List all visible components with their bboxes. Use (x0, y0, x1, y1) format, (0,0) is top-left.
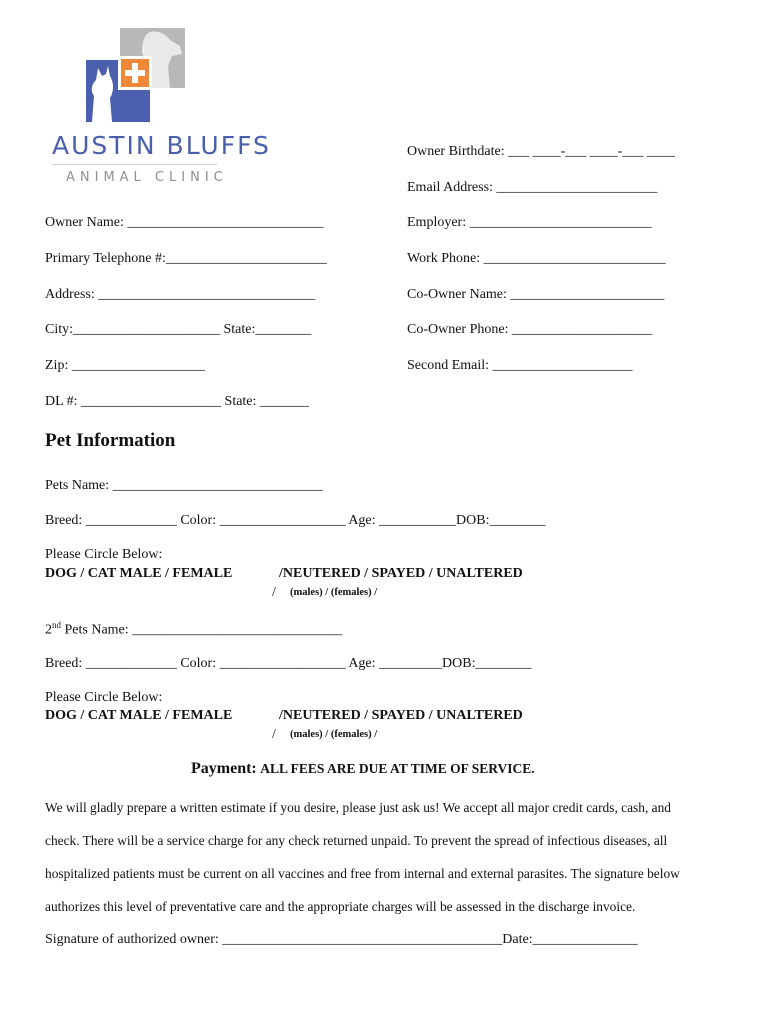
dl-state-field[interactable]: DL #: ____________________ State: _______ (45, 394, 309, 409)
brand-subtitle: ANIMAL CLINIC (66, 170, 228, 185)
second-pet-species-sex-options[interactable]: DOG / CAT MALE / FEMALE (45, 708, 233, 723)
pet-name-field[interactable]: Pets Name: ______________________________ (45, 478, 323, 493)
payment-heading (191, 760, 535, 778)
owner-name-field[interactable]: Owner Name: ____________________________ (45, 215, 324, 230)
brand-divider (52, 164, 217, 165)
second-pet-name-field[interactable]: 2nd Pets Name: ______________________________ (45, 620, 343, 638)
city-state-field[interactable]: City:_____________________ State:________ (45, 322, 312, 337)
pet-information-heading: Pet Information (45, 430, 176, 451)
primary-telephone-field[interactable]: Primary Telephone #:_______________________ (45, 251, 327, 266)
pet-circle-label: Please Circle Below: (45, 547, 163, 562)
employer-field[interactable]: Employer: __________________________ (407, 215, 652, 230)
payment-paragraph-line-4: authorizes this level of preventative care and the appropriate charges will be assessed in the discharge invoice. (45, 899, 636, 914)
address-field[interactable]: Address: _______________________________ (45, 287, 316, 302)
work-phone-field[interactable]: Work Phone: __________________________ (407, 251, 666, 266)
pet-status-sub-label: (males) / (females) / (290, 587, 378, 598)
pet-status-options[interactable]: /NEUTERED / SPAYED / UNALTERED (279, 566, 523, 581)
pet-status-slash: / (272, 585, 276, 600)
payment-paragraph-line-2: check. There will be a service charge for any check returned unpaid. To prevent the spread of infectious diseases, all (45, 833, 668, 848)
second-email-field[interactable]: Second Email: ____________________ (407, 358, 633, 373)
coowner-phone-field[interactable]: Co-Owner Phone: ____________________ (407, 322, 652, 337)
second-pet-status-sub-label: (males) / (females) / (290, 729, 378, 740)
payment-paragraph-line-1: We will gladly prepare a written estimate if you desire, please just ask us! We accept all major credit cards, cash, and (45, 800, 671, 815)
second-pet-circle-label: Please Circle Below: (45, 690, 163, 705)
second-pet-breed-color-age-dob-field[interactable]: Breed: _____________ Color: __________________ Age: _________DOB:________ (45, 656, 532, 671)
zip-field[interactable]: Zip: ___________________ (45, 358, 205, 373)
payment-label: Payment: (191, 760, 257, 777)
payment-paragraph-line-3: hospitalized patients must be current on all vaccines and free from internal and external parasites. The signature below (45, 866, 680, 881)
coowner-name-field[interactable]: Co-Owner Name: ______________________ (407, 287, 665, 302)
brand-name: AUSTIN BLUFFS (52, 131, 271, 160)
email-address-field[interactable]: Email Address: _______________________ (407, 180, 658, 195)
clinic-logo-icon (84, 26, 188, 124)
payment-due-text: ALL FEES ARE DUE AT TIME OF SERVICE. (260, 761, 535, 776)
pet-species-sex-options[interactable]: DOG / CAT MALE / FEMALE (45, 566, 233, 581)
pet-breed-color-age-dob-field[interactable]: Breed: _____________ Color: __________________ Age: ___________DOB:________ (45, 513, 546, 528)
owner-birthdate-field[interactable]: Owner Birthdate: ___ ____-___ ____-___ ____ (407, 144, 675, 159)
second-pet-status-options[interactable]: /NEUTERED / SPAYED / UNALTERED (279, 708, 523, 723)
second-pet-status-slash: / (272, 727, 276, 742)
signature-date-field[interactable]: Signature of authorized owner: ________________________________________Date:_______________ (45, 932, 638, 947)
